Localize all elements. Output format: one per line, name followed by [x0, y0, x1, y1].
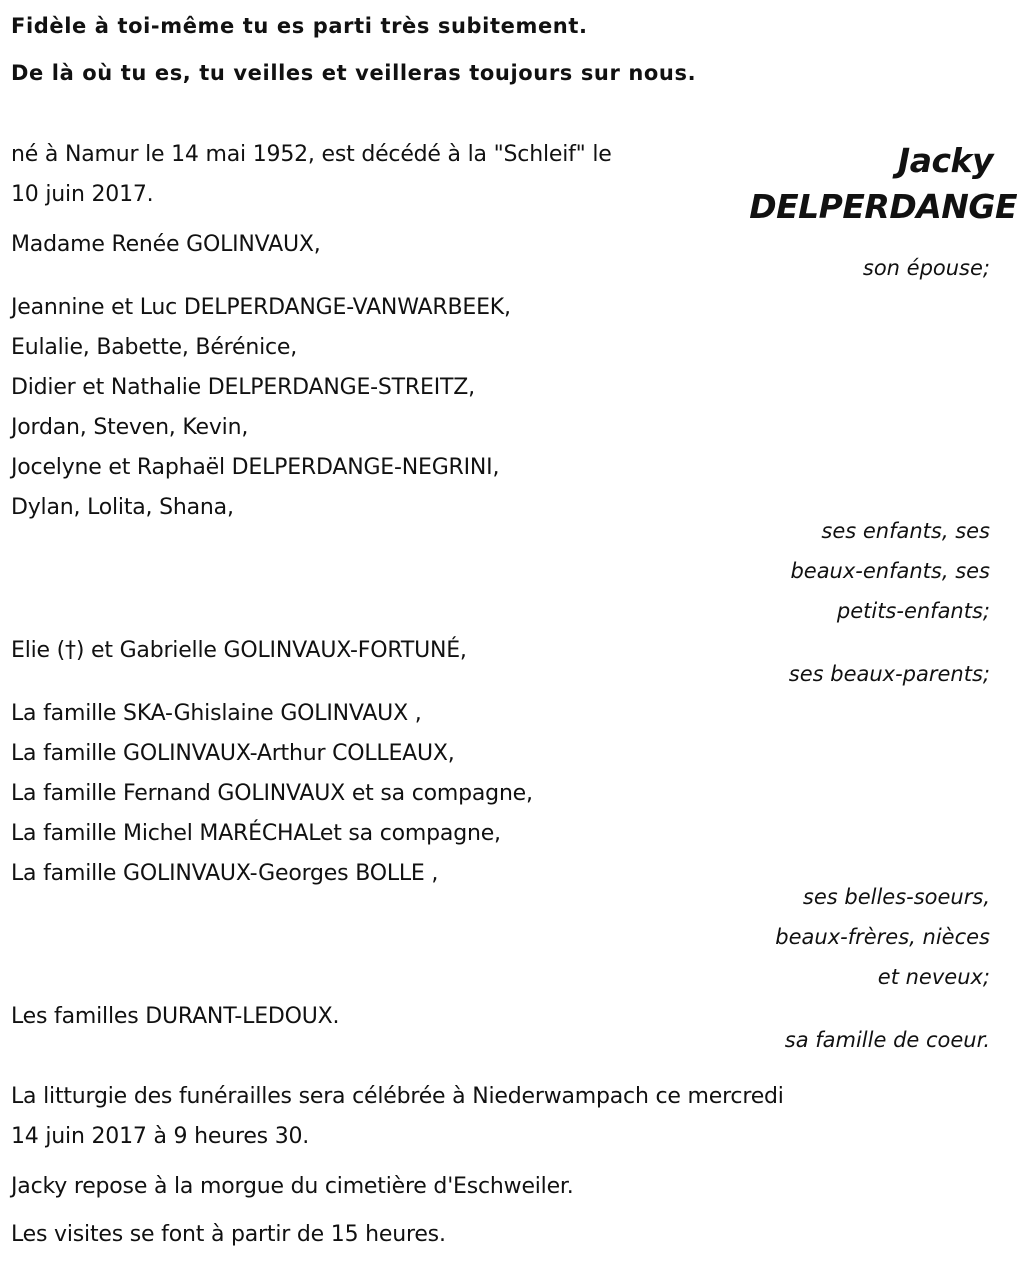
relation-line: ses beaux-parents; — [788, 662, 990, 686]
relation-line: beaux-frères, nièces — [775, 925, 990, 949]
group-heart-family-names — [11, 997, 339, 1037]
name-line: Eulalie, Babette, Bérénice, — [11, 335, 298, 360]
name-line: La famille SKA-Ghislaine GOLINVAUX , — [11, 701, 422, 726]
group-siblings-relation — [775, 877, 990, 997]
intro-text — [11, 135, 612, 215]
group-spouse-relation — [863, 248, 990, 288]
header-line-1: Fidèle à toi-même tu es parti très subitement. — [11, 14, 588, 38]
intro-line: né à Namur le 14 mai 1952, est décédé à la "Schleif" le — [11, 142, 612, 167]
relation-line: petits-enfants; — [836, 599, 990, 623]
repose-info — [11, 1167, 574, 1207]
name-line: Elie (†) et Gabrielle GOLINVAUX-FORTUNÉ, — [11, 638, 467, 663]
relation-line: son épouse; — [862, 256, 990, 280]
name-line: Dylan, Lolita, Shana, — [11, 495, 234, 520]
relation-line: beaux-enfants, ses — [790, 559, 990, 583]
repose-line: Jacky repose à la morgue du cimetière d'Eschweiler. — [11, 1174, 574, 1199]
deceased-last-name: DELPERDANGE — [749, 187, 1017, 226]
relation-line: sa famille de coeur. — [784, 1028, 990, 1052]
name-line: Les familles DURANT-LEDOUX. — [11, 1004, 340, 1029]
group-siblings-names — [11, 694, 533, 894]
header-line-2: De là où tu es, tu veilles et veilleras toujours sur nous. — [11, 61, 697, 85]
group-parents-in-law-relation — [789, 654, 990, 694]
relation-line: ses enfants, ses — [821, 519, 990, 543]
name-line: La famille GOLINVAUX-Arthur COLLEAUX, — [11, 741, 455, 766]
relation-line: et neveux; — [877, 965, 990, 989]
visits-line: Les visites se font à partir de 15 heures. — [11, 1222, 446, 1247]
name-line: La famille Fernand GOLINVAUX et sa compagne, — [11, 781, 533, 806]
group-spouse-names — [11, 225, 321, 265]
group-children-names — [11, 288, 511, 528]
funeral-line: 14 juin 2017 à 9 heures 30. — [11, 1124, 310, 1149]
name-line: Jocelyne et Raphaël DELPERDANGE-NEGRINI, — [11, 455, 500, 480]
relation-line: ses belles-soeurs, — [802, 885, 990, 909]
intro-line: 10 juin 2017. — [11, 182, 154, 207]
group-heart-family-relation — [785, 1020, 990, 1060]
group-children-relation — [790, 511, 990, 631]
deceased-name — [749, 138, 1017, 230]
name-line: La famille Michel MARÉCHALet sa compagne, — [11, 821, 501, 846]
visits-info — [11, 1215, 446, 1255]
deceased-first-name: Jacky — [897, 141, 993, 180]
name-line: Jordan, Steven, Kevin, — [11, 415, 249, 440]
name-line: Jeannine et Luc DELPERDANGE-VANWARBEEK, — [11, 295, 511, 320]
funeral-line: La litturgie des funérailles sera célébrée à Niederwampach ce mercredi — [11, 1084, 784, 1109]
name-line: Didier et Nathalie DELPERDANGE-STREITZ, — [11, 375, 475, 400]
name-line: La famille GOLINVAUX-Georges BOLLE , — [11, 861, 439, 886]
funeral-info — [11, 1077, 784, 1157]
name-line: Madame Renée GOLINVAUX, — [11, 232, 321, 257]
group-parents-in-law-names — [11, 631, 467, 671]
